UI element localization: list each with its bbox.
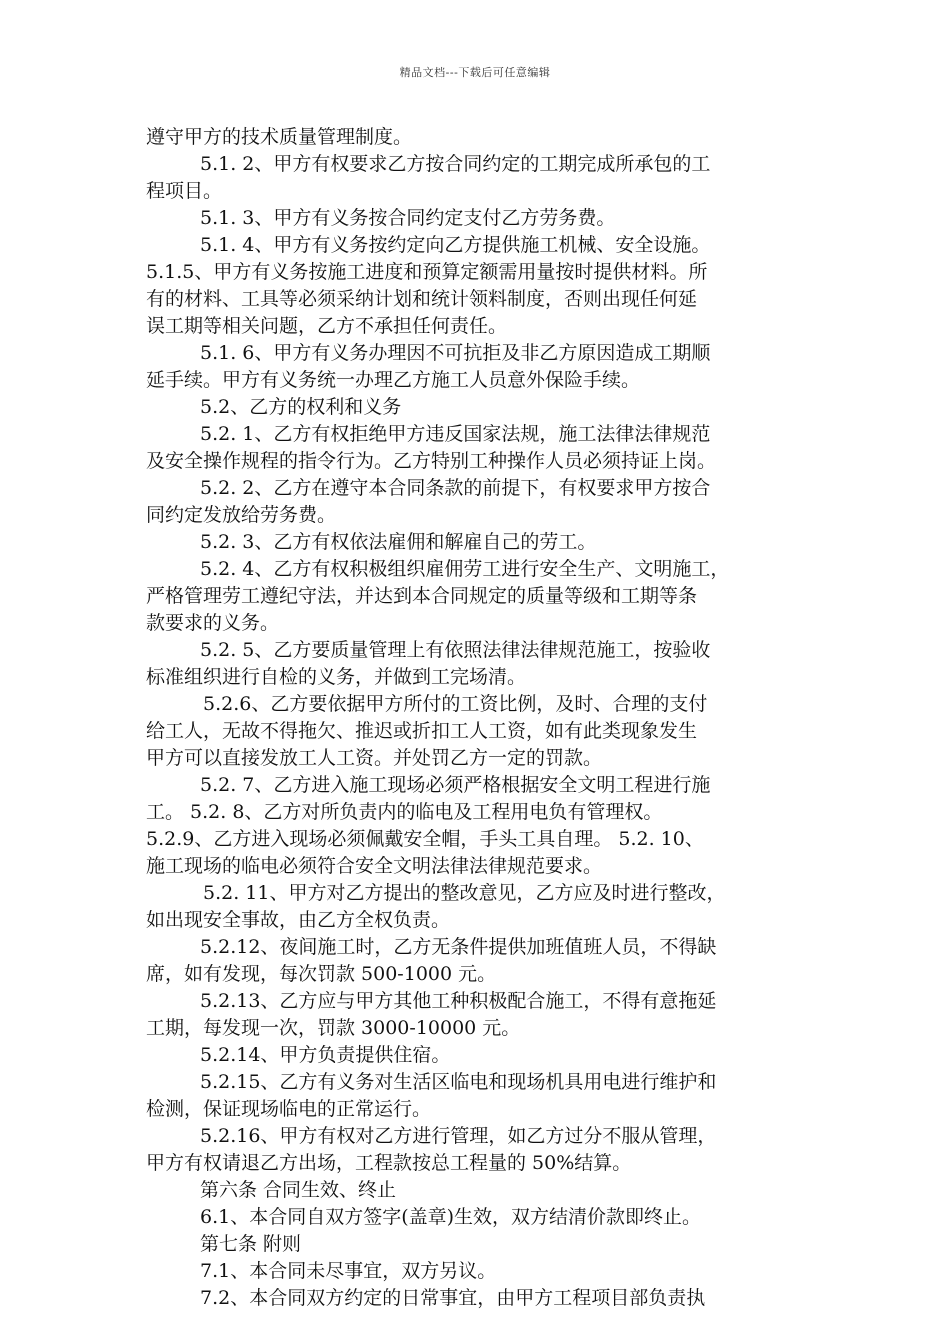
document-body [146,124,818,1312]
body-line: 程项目。 [146,180,223,202]
body-line: 有的材料、工具等必须采纳计划和统计领料制度，否则出现任何延 [146,288,698,310]
body-line: 工。 5.2. 8、乙方对所负责内的临电及工程用电负有管理权。 [146,801,663,823]
body-line: 同约定发放给劳务费。 [146,504,337,526]
body-line: 5.1. 4、甲方有义务按约定向乙方提供施工机械、安全设施。 [200,234,711,256]
body-line: 5.2. 4、乙方有权积极组织雇佣劳工进行安全生产、文明施工， [200,558,730,580]
body-line: 检测，保证现场临电的正常运行。 [146,1098,432,1120]
body-line: 5.1. 3、甲方有义务按合同约定支付乙方劳务费。 [200,207,616,229]
body-line: 7.1、本合同未尽事宜，双方另议。 [200,1260,497,1282]
body-line: 甲方可以直接发放工人工资。并处罚乙方一定的罚款。 [146,747,603,769]
section-heading: 第七条 附则 [200,1233,302,1255]
body-line: 5.2.6、乙方要依据甲方所付的工资比例，及时、合理的支付 [203,693,708,715]
body-line: 5.1.5、甲方有义务按施工进度和预算定额需用量按时提供材料。所 [146,261,708,283]
body-line: 工期，每发现一次，罚款 3000-10000 元。 [146,1017,521,1039]
page-header: 精品文档---下载后可任意编辑 [399,66,551,79]
body-line: 误工期等相关问题，乙方不承担任何责任。 [146,315,508,337]
body-line: 5.2. 2、乙方在遵守本合同条款的前提下，有权要求甲方按合 [200,477,711,499]
body-line: 6.1、本合同自双方签字(盖章)生效，双方结清价款即终止。 [200,1206,702,1228]
body-line: 甲方有权请退乙方出场，工程款按总工程量的 50%结算。 [146,1152,632,1174]
body-line: 延手续。甲方有义务统一办理乙方施工人员意外保险手续。 [146,369,641,391]
body-line: 标准组织进行自检的义务，并做到工完场清。 [146,666,527,688]
body-line: 5.2. 1、乙方有权拒绝甲方违反国家法规，施工法律法律规范 [200,423,711,445]
body-line: 5.2. 11、甲方对乙方提出的整改意见，乙方应及时进行整改， [203,882,726,904]
body-line: 7.2、本合同双方约定的日常事宜，由甲方工程项目部负责执 [200,1287,706,1309]
body-line: 5.2. 7、乙方进入施工现场必须严格根据安全文明工程进行施 [200,774,711,796]
body-line: 席，如有发现，每次罚款 500-1000 元。 [146,963,497,985]
body-line: 及安全操作规程的指令行为。乙方特别工种操作人员必须持证上岗。 [146,450,717,472]
body-line: 5.2.13、乙方应与甲方其他工种积极配合施工，不得有意拖延 [200,990,717,1012]
body-line: 5.2. 5、乙方要质量管理上有依照法律法律规范施工，按验收 [200,639,711,661]
body-line: 5.2. 3、乙方有权依法雇佣和解雇自己的劳工。 [200,531,597,553]
body-line: 5.2.12、夜间施工时，乙方无条件提供加班值班人员，不得缺 [200,936,717,958]
body-line: 遵守甲方的技术质量管理制度。 [146,126,413,148]
body-line: 5.2.14、甲方负责提供住宿。 [200,1044,451,1066]
section-heading: 第六条 合同生效、终止 [200,1179,397,1201]
body-line: 5.2.16、甲方有权对乙方进行管理，如乙方过分不服从管理， [200,1125,717,1147]
body-line: 款要求的义务。 [146,612,280,634]
body-line: 严格管理劳工遵纪守法，并达到本合同规定的质量等级和工期等条 [146,585,698,607]
body-line: 如出现安全事故，由乙方全权负责。 [146,909,451,931]
body-line: 5.1. 2、甲方有权要求乙方按合同约定的工期完成所承包的工 [200,153,711,175]
body-line: 5.2.9、乙方进入现场必须佩戴安全帽，手头工具自理。 5.2. 10、 [146,828,704,850]
body-line: 5.1. 6、甲方有义务办理因不可抗拒及非乙方原因造成工期顺 [200,342,711,364]
body-line: 施工现场的临电必须符合安全文明法律法律规范要求。 [146,855,603,877]
section-heading: 5.2、乙方的权利和义务 [200,396,402,418]
body-line: 5.2.15、乙方有义务对生活区临电和现场机具用电进行维护和 [200,1071,717,1093]
body-line: 给工人，无故不得拖欠、推迟或折扣工人工资，如有此类现象发生 [146,720,698,742]
